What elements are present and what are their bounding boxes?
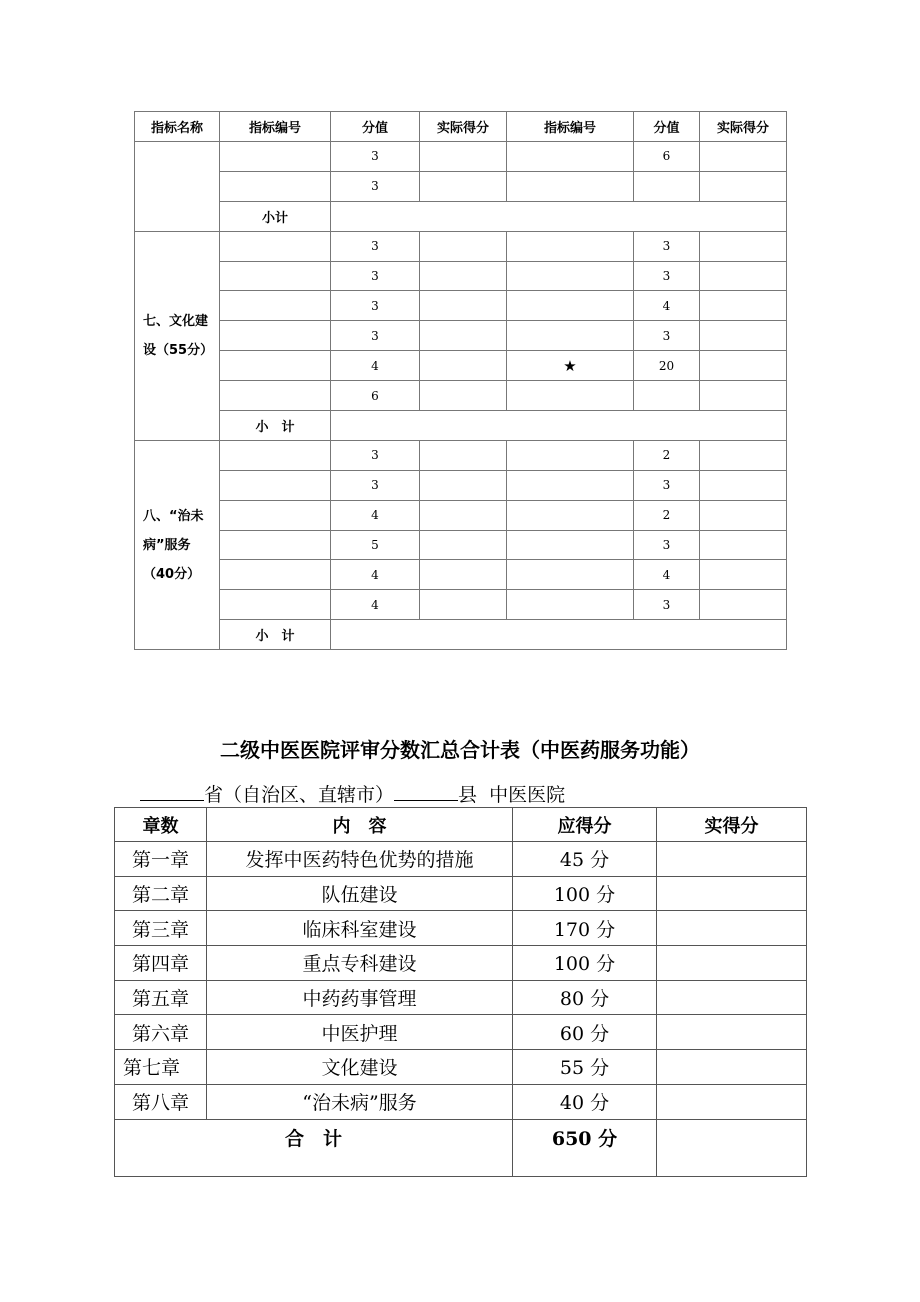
due-points-cell: 80 分 xyxy=(513,980,657,1015)
actual-score-cell-2[interactable] xyxy=(700,470,787,500)
indicator-code-cell-2 xyxy=(507,560,634,590)
earned-points-cell[interactable] xyxy=(657,946,807,981)
actual-score-cell[interactable] xyxy=(420,560,507,590)
subtotal-value-cell[interactable] xyxy=(331,620,787,650)
actual-score-cell[interactable] xyxy=(420,291,507,321)
score-cell-2: 2 xyxy=(634,500,700,530)
indicator-code-cell-2 xyxy=(507,321,634,351)
total-label: 合 计 xyxy=(115,1119,513,1176)
actual-score-cell[interactable] xyxy=(420,231,507,261)
score-cell: 3 xyxy=(331,171,420,201)
due-points-cell: 45 分 xyxy=(513,842,657,877)
summary-title: 二级中医医院评审分数汇总合计表（中医药服务功能） xyxy=(220,738,700,762)
indicator-code-cell[interactable] xyxy=(220,171,331,201)
chapter-cell: 第一章 xyxy=(115,842,207,877)
content-cell: 文化建设 xyxy=(207,1050,513,1085)
total-points: 650 分 xyxy=(513,1119,657,1176)
summary-row xyxy=(115,842,807,877)
score-cell-2: 3 xyxy=(634,231,700,261)
indicator-code-cell[interactable] xyxy=(220,381,331,411)
indicator-code-cell-2: ★ xyxy=(507,351,634,381)
table-row xyxy=(135,142,787,172)
content-cell: 临床科室建设 xyxy=(207,911,513,946)
subtotal-label: 小 计 xyxy=(220,620,331,650)
header-actual-score-2: 实际得分 xyxy=(700,112,787,142)
chapter-cell: 第八章 xyxy=(115,1084,207,1119)
score-cell-2: 3 xyxy=(634,590,700,620)
hospital-info-line xyxy=(140,780,565,807)
earned-points-cell[interactable] xyxy=(657,1015,807,1050)
summary-row xyxy=(115,1050,807,1085)
score-cell: 3 xyxy=(331,321,420,351)
subtotal-row xyxy=(135,620,787,650)
table-row xyxy=(135,530,787,560)
actual-score-cell[interactable] xyxy=(420,470,507,500)
total-earned-cell[interactable] xyxy=(657,1119,807,1176)
actual-score-cell-2[interactable] xyxy=(700,560,787,590)
summary-row xyxy=(115,946,807,981)
actual-score-cell-2[interactable] xyxy=(700,440,787,470)
chapter-cell: 第七章 xyxy=(115,1050,207,1085)
indicator-code-cell-2 xyxy=(507,381,634,411)
indicator-code-cell-2 xyxy=(507,291,634,321)
actual-score-cell[interactable] xyxy=(420,351,507,381)
chapter-cell: 第五章 xyxy=(115,980,207,1015)
actual-score-cell[interactable] xyxy=(420,381,507,411)
table-header-row xyxy=(135,112,787,142)
indicator-score-table xyxy=(134,111,787,650)
header-score-2: 分值 xyxy=(634,112,700,142)
indicator-code-cell[interactable] xyxy=(220,470,331,500)
score-cell: 5 xyxy=(331,530,420,560)
due-points-cell: 100 分 xyxy=(513,876,657,911)
score-cell: 4 xyxy=(331,560,420,590)
table-row xyxy=(135,351,787,381)
indicator-code-cell-2 xyxy=(507,470,634,500)
header-actual-score: 实际得分 xyxy=(420,112,507,142)
score-cell: 4 xyxy=(331,351,420,381)
actual-score-cell[interactable] xyxy=(420,261,507,291)
actual-score-cell[interactable] xyxy=(420,590,507,620)
actual-score-cell[interactable] xyxy=(420,440,507,470)
score-cell-2 xyxy=(634,171,700,201)
indicator-code-cell[interactable] xyxy=(220,500,331,530)
score-cell: 4 xyxy=(331,590,420,620)
earned-points-cell[interactable] xyxy=(657,876,807,911)
subtotal-row xyxy=(135,411,787,441)
score-cell-2: 3 xyxy=(634,530,700,560)
actual-score-cell[interactable] xyxy=(420,530,507,560)
table-row xyxy=(135,381,787,411)
table-row xyxy=(135,470,787,500)
summary-header-row xyxy=(115,808,807,842)
score-cell-2: 4 xyxy=(634,560,700,590)
due-points-cell: 40 分 xyxy=(513,1084,657,1119)
indicator-code-cell-2 xyxy=(507,142,634,172)
score-cell: 3 xyxy=(331,231,420,261)
score-cell: 4 xyxy=(331,500,420,530)
summary-row xyxy=(115,876,807,911)
content-cell: 中药药事管理 xyxy=(207,980,513,1015)
indicator-code-cell-2 xyxy=(507,231,634,261)
indicator-code-cell[interactable] xyxy=(220,142,331,172)
content-cell: 发挥中医药特色优势的措施 xyxy=(207,842,513,877)
indicator-code-cell[interactable] xyxy=(220,291,331,321)
actual-score-cell-2[interactable] xyxy=(700,381,787,411)
header-score: 分值 xyxy=(331,112,420,142)
section-name: 七、文化建设（55分） xyxy=(135,231,220,440)
header-indicator-name: 指标名称 xyxy=(135,112,220,142)
score-cell-2 xyxy=(634,381,700,411)
earned-points-cell[interactable] xyxy=(657,1084,807,1119)
indicator-code-cell[interactable] xyxy=(220,530,331,560)
score-cell-2: 3 xyxy=(634,470,700,500)
header-due-points: 应得分 xyxy=(513,808,657,842)
table-row xyxy=(135,560,787,590)
header-earned-points: 实得分 xyxy=(657,808,807,842)
table-row xyxy=(135,291,787,321)
province-label: 省（自治区、直辖市） xyxy=(204,784,395,806)
content-cell: 重点专科建设 xyxy=(207,946,513,981)
actual-score-cell-2[interactable] xyxy=(700,590,787,620)
actual-score-cell-2[interactable] xyxy=(700,321,787,351)
score-cell-2: 4 xyxy=(634,291,700,321)
actual-score-cell-2[interactable] xyxy=(700,291,787,321)
actual-score-cell[interactable] xyxy=(420,142,507,172)
header-indicator-code-2: 指标编号 xyxy=(507,112,634,142)
content-cell: 中医护理 xyxy=(207,1015,513,1050)
score-cell-2: 6 xyxy=(634,142,700,172)
actual-score-cell[interactable] xyxy=(420,171,507,201)
actual-score-cell-2[interactable] xyxy=(700,351,787,381)
score-cell: 3 xyxy=(331,291,420,321)
score-cell: 3 xyxy=(331,440,420,470)
county-blank[interactable] xyxy=(394,782,458,801)
indicator-code-cell-2 xyxy=(507,530,634,560)
province-blank[interactable] xyxy=(140,782,204,801)
indicator-code-cell[interactable] xyxy=(220,560,331,590)
table-row xyxy=(135,231,787,261)
score-cell: 3 xyxy=(331,142,420,172)
due-points-cell: 60 分 xyxy=(513,1015,657,1050)
actual-score-cell-2[interactable] xyxy=(700,530,787,560)
table-row xyxy=(135,171,787,201)
indicator-code-cell[interactable] xyxy=(220,440,331,470)
indicator-code-cell-2 xyxy=(507,590,634,620)
actual-score-cell-2[interactable] xyxy=(700,261,787,291)
earned-points-cell[interactable] xyxy=(657,980,807,1015)
summary-row xyxy=(115,1015,807,1050)
indicator-code-cell[interactable] xyxy=(220,351,331,381)
actual-score-cell-2[interactable] xyxy=(700,231,787,261)
header-content: 内 容 xyxy=(207,808,513,842)
due-points-cell: 170 分 xyxy=(513,911,657,946)
header-indicator-code: 指标编号 xyxy=(220,112,331,142)
table-row xyxy=(135,321,787,351)
indicator-code-cell[interactable] xyxy=(220,261,331,291)
chapter-cell: 第三章 xyxy=(115,911,207,946)
indicator-code-cell-2 xyxy=(507,171,634,201)
score-cell-2: 20 xyxy=(634,351,700,381)
table-row xyxy=(135,261,787,291)
actual-score-cell-2[interactable] xyxy=(700,171,787,201)
content-cell: 队伍建设 xyxy=(207,876,513,911)
score-cell: 6 xyxy=(331,381,420,411)
indicator-code-cell-2 xyxy=(507,440,634,470)
section-name xyxy=(135,142,220,232)
score-cell-2: 2 xyxy=(634,440,700,470)
table-row xyxy=(135,500,787,530)
earned-points-cell[interactable] xyxy=(657,1050,807,1085)
header-chapter: 章数 xyxy=(115,808,207,842)
score-cell-2: 3 xyxy=(634,261,700,291)
actual-score-cell[interactable] xyxy=(420,321,507,351)
chapter-cell: 第六章 xyxy=(115,1015,207,1050)
subtotal-label: 小 计 xyxy=(220,411,331,441)
score-cell: 3 xyxy=(331,470,420,500)
indicator-code-cell-2 xyxy=(507,500,634,530)
subtotal-row xyxy=(135,201,787,231)
section-name: 八、“治未病”服务（40分） xyxy=(135,440,220,649)
due-points-cell: 100 分 xyxy=(513,946,657,981)
actual-score-cell-2[interactable] xyxy=(700,500,787,530)
summary-row xyxy=(115,1084,807,1119)
subtotal-value-cell[interactable] xyxy=(331,411,787,441)
due-points-cell: 55 分 xyxy=(513,1050,657,1085)
county-label: 县 xyxy=(458,784,478,806)
summary-row xyxy=(115,911,807,946)
content-cell: “治未病”服务 xyxy=(207,1084,513,1119)
summary-row xyxy=(115,980,807,1015)
hospital-label: 中医医院 xyxy=(489,784,566,806)
chapter-cell: 第二章 xyxy=(115,876,207,911)
table-row xyxy=(135,440,787,470)
indicator-code-cell[interactable] xyxy=(220,321,331,351)
score-cell-2: 3 xyxy=(634,321,700,351)
table-row xyxy=(135,590,787,620)
subtotal-label: 小计 xyxy=(220,201,331,231)
indicator-code-cell[interactable] xyxy=(220,231,331,261)
summary-score-table xyxy=(114,807,807,1177)
actual-score-cell-2[interactable] xyxy=(700,142,787,172)
earned-points-cell[interactable] xyxy=(657,842,807,877)
earned-points-cell[interactable] xyxy=(657,911,807,946)
score-cell: 3 xyxy=(331,261,420,291)
actual-score-cell[interactable] xyxy=(420,500,507,530)
chapter-cell: 第四章 xyxy=(115,946,207,981)
indicator-code-cell-2 xyxy=(507,261,634,291)
indicator-code-cell[interactable] xyxy=(220,590,331,620)
total-row xyxy=(115,1119,807,1176)
subtotal-value-cell[interactable] xyxy=(331,201,787,231)
